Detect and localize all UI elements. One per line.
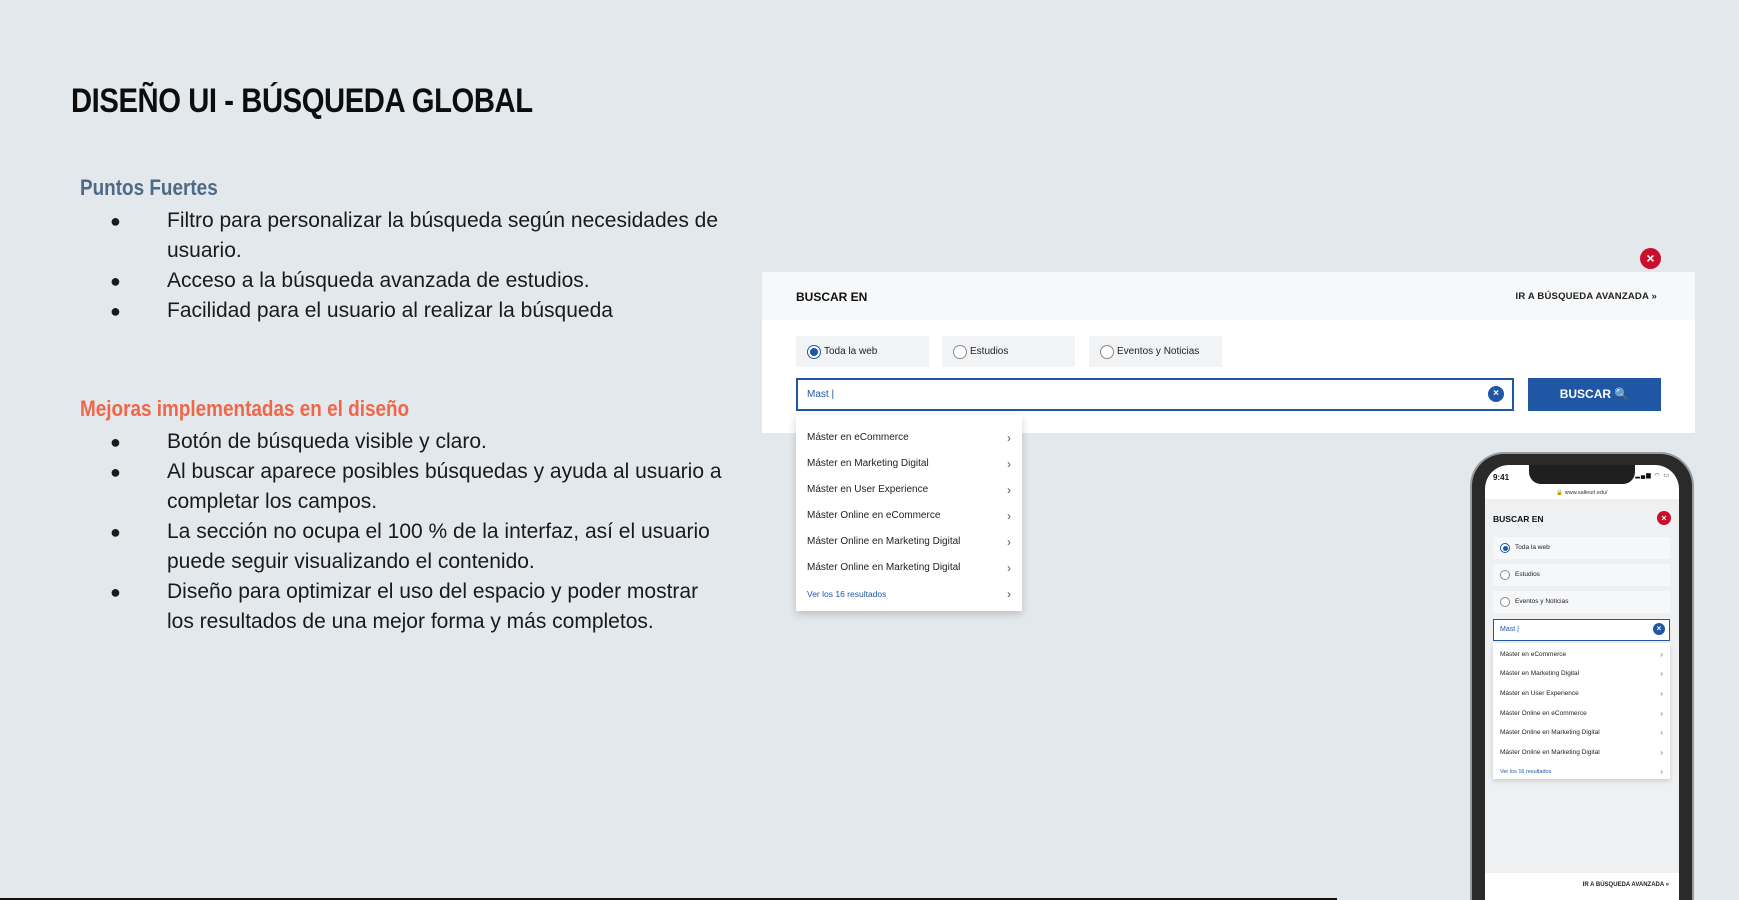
strengths-heading: Puntos Fuertes: [80, 175, 218, 200]
suggestion-label: Máster Online en Marketing Digital: [807, 562, 961, 573]
suggestion-label: Máster en Marketing Digital: [1500, 670, 1580, 677]
suggestion-label: Máster Online en eCommerce: [807, 510, 941, 521]
search-in-label: BUSCAR EN: [1493, 514, 1544, 524]
phone-mockup: [1470, 452, 1694, 900]
list-item: ● Facilidad para el usuario al realizar la búsqueda: [108, 296, 728, 326]
mobile-footer: [1485, 873, 1679, 900]
mobile-search-panel: [1485, 499, 1679, 873]
suggestion-label: Máster Online en Marketing Digital: [1500, 729, 1600, 736]
suggestion-label: Máster en eCommerce: [1500, 651, 1567, 658]
radio-icon: [1100, 345, 1114, 359]
search-input[interactable]: [1493, 619, 1670, 641]
filter-label: Toda la web: [824, 346, 878, 357]
filter-all-web[interactable]: [796, 336, 929, 367]
chevron-right-icon: ›: [1660, 669, 1663, 678]
phone-screen: [1485, 465, 1679, 900]
phone-notch: [1529, 465, 1635, 484]
radio-icon: [953, 345, 967, 359]
chevron-right-icon: ›: [1660, 728, 1663, 737]
suggestion-item[interactable]: [807, 429, 1011, 447]
chevron-right-icon: ›: [1660, 689, 1663, 698]
suggestion-item[interactable]: [1500, 667, 1663, 681]
search-button[interactable]: BUSCAR 🔍: [1528, 378, 1661, 411]
suggestions-dropdown: [796, 415, 1022, 611]
view-all-results-link[interactable]: [1500, 765, 1663, 779]
search-in-label: BUSCAR EN: [796, 290, 868, 304]
strengths-list: [108, 206, 728, 326]
url-bar[interactable]: 🔒 www.salleurl.edu/: [1556, 490, 1608, 496]
clear-search-icon[interactable]: ×: [1488, 386, 1504, 402]
list-item: ● Botón de búsqueda visible y claro.: [108, 427, 728, 457]
slide-title: DISEÑO UI - BÚSQUEDA GLOBAL: [71, 82, 533, 120]
status-time: 9:41: [1493, 473, 1510, 482]
improvements-heading: Mejoras implementadas en el diseño: [80, 396, 410, 421]
list-item: ● Acceso a la búsqueda avanzada de estudios.: [108, 266, 728, 296]
list-item: ● Diseño para optimizar el uso del espacio y poder mostrar los resultados de una mejor forma y más completos.: [108, 577, 728, 637]
radio-icon: [1500, 570, 1510, 580]
chevron-right-icon: ›: [1660, 709, 1663, 718]
chevron-right-icon: ›: [1007, 457, 1011, 471]
chevron-right-icon: ›: [1007, 509, 1011, 523]
suggestion-label: Máster en User Experience: [1500, 690, 1579, 697]
filter-label: Eventos y Noticias: [1117, 346, 1200, 357]
suggestion-label: Máster en Marketing Digital: [807, 458, 929, 469]
search-input[interactable]: [796, 378, 1514, 411]
close-icon[interactable]: ×: [1640, 248, 1661, 269]
suggestion-item[interactable]: [1500, 687, 1663, 701]
chevron-right-icon: ›: [1007, 431, 1011, 445]
desktop-search-panel: [762, 272, 1695, 433]
advanced-search-link[interactable]: IR A BÚSQUEDA AVANZADA »: [1515, 291, 1657, 302]
radio-selected-icon: [807, 345, 821, 359]
list-item: ● Filtro para personalizar la búsqueda según necesidades de usuario.: [108, 206, 728, 266]
suggestion-label: Máster Online en Marketing Digital: [807, 536, 961, 547]
filter-events-news[interactable]: [1089, 336, 1222, 367]
chevron-right-icon: ›: [1007, 535, 1011, 549]
filter-label: Eventos y Noticias: [1515, 598, 1569, 605]
search-input-value: Mast |: [807, 389, 835, 400]
suggestion-item[interactable]: [1500, 707, 1663, 721]
filter-studies[interactable]: [1493, 564, 1670, 586]
chevron-right-icon: ›: [1660, 767, 1663, 776]
view-all-label: Ver los 16 resultados: [807, 589, 887, 599]
chevron-right-icon: ›: [1007, 483, 1011, 497]
suggestion-item[interactable]: [807, 481, 1011, 499]
search-panel-header: [762, 272, 1695, 320]
chevron-right-icon: ›: [1660, 748, 1663, 757]
clear-search-icon[interactable]: ×: [1653, 623, 1665, 635]
filter-all-web[interactable]: [1493, 537, 1670, 559]
filter-events-news[interactable]: [1493, 591, 1670, 613]
list-item: ● Al buscar aparece posibles búsquedas y ayuda al usuario a completar los campos.: [108, 457, 728, 517]
view-all-results-link[interactable]: [807, 585, 1011, 603]
view-all-label: Ver los 16 resultados: [1500, 769, 1552, 775]
chevron-right-icon: ›: [1007, 587, 1011, 601]
suggestion-item[interactable]: [807, 455, 1011, 473]
suggestion-label: Máster Online en Marketing Digital: [1500, 749, 1600, 756]
suggestion-item[interactable]: [807, 533, 1011, 551]
chevron-right-icon: ›: [1660, 650, 1663, 659]
radio-selected-icon: [1500, 543, 1510, 553]
filter-studies[interactable]: [942, 336, 1075, 367]
suggestion-label: Máster en eCommerce: [807, 432, 909, 443]
suggestion-item[interactable]: [1500, 746, 1663, 760]
filter-label: Toda la web: [1515, 544, 1550, 551]
list-item: ● La sección no ocupa el 100 % de la interfaz, así el usuario puede seguir visualizando el contenido.: [108, 517, 728, 577]
suggestion-item[interactable]: [807, 559, 1011, 577]
suggestion-label: Máster en User Experience: [807, 484, 929, 495]
radio-icon: [1500, 597, 1510, 607]
chevron-right-icon: ›: [1007, 561, 1011, 575]
improvements-list: [108, 427, 728, 637]
suggestions-dropdown: [1493, 643, 1670, 779]
suggestion-item[interactable]: [1500, 726, 1663, 740]
filter-label: Estudios: [1515, 571, 1540, 578]
close-icon[interactable]: ×: [1657, 511, 1671, 525]
suggestion-label: Máster Online en eCommerce: [1500, 710, 1587, 717]
search-input-value: Mast |: [1500, 626, 1519, 633]
advanced-search-link[interactable]: IR A BÚSQUEDA AVANZADA »: [1582, 882, 1669, 888]
suggestion-item[interactable]: [807, 507, 1011, 525]
status-icons: ▂▄▆ ◠ ▭: [1635, 473, 1670, 479]
filter-label: Estudios: [970, 346, 1009, 357]
suggestion-item[interactable]: [1500, 648, 1663, 662]
